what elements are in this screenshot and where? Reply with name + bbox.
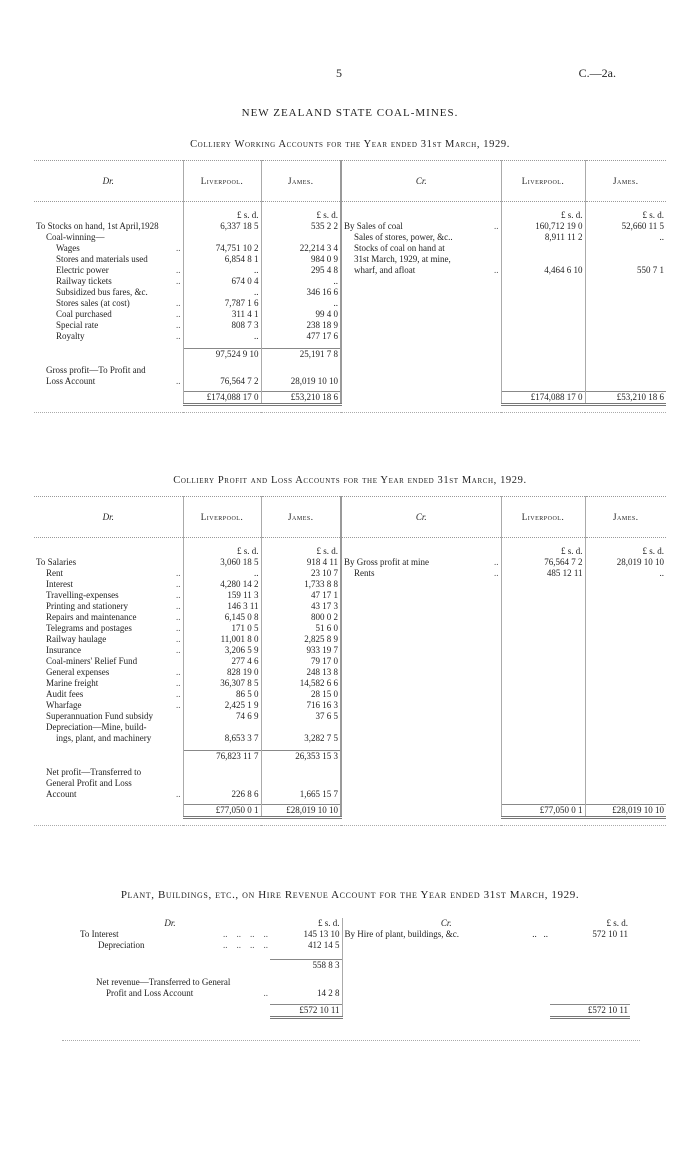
subtotal-amount: 25,191 7 8 xyxy=(261,348,341,360)
subtotal-amount: 97,524 9 10 xyxy=(183,348,261,360)
amount-cell: 6,145 0 8 xyxy=(183,612,261,623)
table-row xyxy=(34,700,666,711)
account-item-label: Coal-miners' Relief Fund xyxy=(46,656,138,666)
amount-cell: 2,825 8 9 xyxy=(261,634,341,645)
dr-heading: Dr. xyxy=(34,161,183,202)
dr-heading: Dr. xyxy=(164,918,176,928)
account-item-label: Marine freight .. xyxy=(46,678,181,688)
table-row xyxy=(34,309,666,320)
account-item-label: Rent .. xyxy=(46,568,181,578)
account-item-label: By Gross profit at mine .. xyxy=(341,557,501,568)
amount-cell: 4,464 6 10 xyxy=(501,265,585,276)
amount-cell: 47 17 1 xyxy=(261,590,341,601)
subtotal-row xyxy=(34,750,666,762)
amount-cell: 933 19 7 xyxy=(261,645,341,656)
amount-cell: 277 4 6 xyxy=(183,656,261,667)
table-row xyxy=(34,254,666,265)
total-row xyxy=(34,392,666,405)
table-row xyxy=(34,298,666,309)
amount-cell: 2,425 1 9 xyxy=(183,700,261,711)
amount-cell: 23 10 7 xyxy=(261,568,341,579)
table-row xyxy=(34,557,666,568)
amount-cell: 808 7 3 xyxy=(183,320,261,331)
profit-amount: 76,564 7 2 xyxy=(183,376,261,387)
main-title: NEW ZEALAND STATE COAL-MINES. xyxy=(241,107,459,119)
account-item-label: Loss Account .. xyxy=(46,375,181,386)
amount-cell: 4,280 14 2 xyxy=(183,579,261,590)
account-item-label: Telegrams and postages .. xyxy=(46,623,181,633)
total-amount: £53,210 18 6 xyxy=(261,392,341,405)
account-item-label: Repairs and maintenance .. xyxy=(46,612,181,622)
table-row xyxy=(34,623,666,634)
account-item-label: Royalty .. xyxy=(56,331,181,341)
total-amount: £174,088 17 0 xyxy=(183,392,261,405)
account-item-label: Gross profit—To Profit and xyxy=(46,364,146,375)
table-row xyxy=(34,320,666,331)
amount-cell: 3,060 18 5 xyxy=(183,557,261,568)
table-row xyxy=(34,265,666,276)
table-row xyxy=(34,579,666,590)
working-accounts-title: Colliery Working Accounts for the Year ended 31st March, 1929. xyxy=(190,139,510,150)
account-item-label: Subsidized bus fares, &c. xyxy=(56,287,148,297)
table-bottom-rule xyxy=(34,818,666,826)
account-item-label: Coal purchased .. xyxy=(56,309,181,319)
account-item-label: Stores sales (at cost) .. xyxy=(56,298,181,308)
pl-accounts-title: Colliery Profit and Loss Accounts for the Year ended 31st March, 1929. xyxy=(173,475,527,486)
amount-cell: .. xyxy=(183,568,261,579)
account-item-label: wharf, and afloat .. xyxy=(341,265,501,276)
hire-dr-total: £572 10 11 xyxy=(270,1005,342,1018)
table-row xyxy=(34,376,666,387)
hire-dr-sum: 558 8 3 xyxy=(270,959,342,971)
amount-cell: 171 0 5 xyxy=(183,623,261,634)
amount-cell: 6,854 8 1 xyxy=(183,254,261,265)
account-item-label: Railway haulage .. xyxy=(46,634,181,644)
amount-cell: 3,282 7 5 xyxy=(261,733,341,744)
table-row xyxy=(34,789,666,800)
account-item-label: General expenses .. xyxy=(46,667,181,677)
amount-cell: 3,206 5 9 xyxy=(183,645,261,656)
liverpool-heading: Liverpool. xyxy=(183,497,261,538)
units-label: £ s. d. xyxy=(585,546,666,557)
amount-cell xyxy=(585,254,666,265)
amount-cell: 828 19 0 xyxy=(183,667,261,678)
pl-accounts-table xyxy=(34,496,666,826)
hire-dr-label: To Interest .. .. .. .. xyxy=(80,929,268,939)
account-item-label: Railway tickets .. xyxy=(56,276,181,286)
profit-amount: 1,665 15 7 xyxy=(261,789,341,800)
account-item-label: Rents .. xyxy=(341,568,501,579)
amount-cell: .. xyxy=(261,276,341,287)
table-row xyxy=(34,645,666,656)
total-amount: £28,019 10 10 xyxy=(261,805,341,818)
hire-dr-amount: 145 13 10 xyxy=(303,929,340,939)
amount-cell: 86 5 0 xyxy=(183,689,261,700)
amount-cell: 716 16 3 xyxy=(261,700,341,711)
account-item-label: Depreciation—Mine, build- xyxy=(46,722,147,732)
amount-cell: 28 15 0 xyxy=(261,689,341,700)
units-label: £ s. d. xyxy=(317,918,340,928)
hire-net-label: Net revenue—Transferred to General xyxy=(96,976,231,987)
amount-cell: 550 7 1 xyxy=(585,265,666,276)
units-label: £ s. d. xyxy=(183,210,261,221)
amount-cell: 159 11 3 xyxy=(183,590,261,601)
amount-cell xyxy=(183,232,261,243)
amount-cell: .. xyxy=(183,287,261,298)
amount-cell: .. xyxy=(585,568,666,579)
total-amount: £53,210 18 6 xyxy=(585,392,666,405)
table-row xyxy=(34,590,666,601)
account-item-label: General Profit and Loss xyxy=(46,777,132,788)
amount-cell: 146 3 11 xyxy=(183,601,261,612)
total-amount: £174,088 17 0 xyxy=(501,392,585,405)
amount-cell xyxy=(585,243,666,254)
amount-cell: 311 4 1 xyxy=(183,309,261,320)
amount-cell: 674 0 4 xyxy=(183,276,261,287)
total-row xyxy=(34,805,666,818)
amount-cell xyxy=(501,243,585,254)
amount-cell: .. xyxy=(261,298,341,309)
amount-cell: 99 4 0 xyxy=(261,309,341,320)
account-item-label: To Salaries xyxy=(36,557,77,567)
units-label: £ s. d. xyxy=(501,210,585,221)
hire-dr-amount: 412 14 5 xyxy=(308,940,340,950)
amount-cell: 346 16 6 xyxy=(261,287,341,298)
amount-cell: .. xyxy=(183,265,261,276)
amount-cell: 535 2 2 xyxy=(261,221,341,232)
cr-heading: Cr. xyxy=(342,918,550,929)
amount-cell: 11,001 8 0 xyxy=(183,634,261,645)
account-item-label: 31st March, 1929, at mine, xyxy=(341,254,501,265)
account-item-label: Electric power .. xyxy=(56,265,181,275)
table-row xyxy=(34,568,666,579)
account-item-label: Travelling-expenses .. xyxy=(46,590,181,600)
table-row xyxy=(34,689,666,700)
document-reference: C.—2a. xyxy=(578,66,616,80)
james-heading: James. xyxy=(261,497,341,538)
account-item-label: Wages .. xyxy=(56,243,181,253)
total-amount: £77,050 0 1 xyxy=(501,805,585,818)
amount-cell: 74,751 10 2 xyxy=(183,243,261,254)
units-label: £ s. d. xyxy=(261,210,341,221)
dr-heading: Dr. xyxy=(34,497,183,538)
hire-cr-label: By Hire of plant, buildings, &c. .. .. xyxy=(342,929,550,940)
amount-cell xyxy=(501,254,585,265)
account-item-label: To Stocks on hand, 1st April,1928 xyxy=(36,221,159,231)
table-row xyxy=(34,767,666,778)
table-row xyxy=(34,656,666,667)
table-bottom-rule xyxy=(34,405,666,413)
units-label: £ s. d. xyxy=(501,546,585,557)
amount-cell: 477 17 6 xyxy=(261,331,341,342)
james-heading: James. xyxy=(585,497,666,538)
table-row xyxy=(34,331,666,342)
amount-cell: 51 6 0 xyxy=(261,623,341,634)
amount-cell: 160,712 19 0 xyxy=(501,221,585,232)
amount-cell: 14,582 6 6 xyxy=(261,678,341,689)
account-item-label: Interest .. xyxy=(46,579,181,589)
cr-heading: Cr. xyxy=(341,161,501,202)
amount-cell: 238 18 9 xyxy=(261,320,341,331)
table-row xyxy=(34,612,666,623)
total-amount: £28,019 10 10 xyxy=(585,805,666,818)
account-item-label: Stores and materials used xyxy=(56,254,148,264)
account-item-label: Printing and stationery .. xyxy=(46,601,181,611)
amount-cell: 28,019 10 10 xyxy=(585,557,666,568)
units-label: £ s. d. xyxy=(585,210,666,221)
table-row xyxy=(34,221,666,232)
section-divider xyxy=(62,1040,640,1041)
hire-cr-amount: 572 10 11 xyxy=(592,929,628,939)
hire-account-table xyxy=(70,918,630,1019)
amount-cell: 485 12 11 xyxy=(501,568,585,579)
amount-cell: 918 4 11 xyxy=(261,557,341,568)
amount-cell: 8,653 3 7 xyxy=(183,733,261,744)
amount-cell: 76,564 7 2 xyxy=(501,557,585,568)
table-row xyxy=(34,667,666,678)
working-accounts-table xyxy=(34,160,666,413)
account-item-label: Sales of stores, power, &c.. xyxy=(341,232,501,243)
amount-cell: .. xyxy=(585,232,666,243)
amount-cell: 79 17 0 xyxy=(261,656,341,667)
amount-cell: 37 6 5 xyxy=(261,711,341,722)
units-label: £ s. d. xyxy=(261,546,341,557)
table-row xyxy=(34,365,666,376)
account-item-label: Audit fees .. xyxy=(46,689,181,699)
subtotal-amount: 76,823 11 7 xyxy=(183,750,261,762)
total-amount: £77,050 0 1 xyxy=(183,805,261,818)
table-row xyxy=(34,601,666,612)
table-row xyxy=(34,287,666,298)
subtotal-row xyxy=(34,348,666,360)
table-row xyxy=(34,778,666,789)
table-row xyxy=(34,276,666,287)
amount-cell xyxy=(261,232,341,243)
james-heading: James. xyxy=(585,161,666,202)
account-item-label: Superannuation Fund subsidy xyxy=(46,711,153,721)
table-row xyxy=(34,722,666,733)
amount-cell: 8,911 11 2 xyxy=(501,232,585,243)
account-item-label: Account .. xyxy=(46,788,181,799)
account-item-label: Coal-winning— xyxy=(46,232,105,242)
amount-cell xyxy=(261,722,341,733)
account-item-label: Stocks of coal on hand at xyxy=(341,243,501,254)
cr-heading: Cr. xyxy=(341,497,501,538)
amount-cell: 984 0 9 xyxy=(261,254,341,265)
account-item-label: Net profit—Transferred to xyxy=(46,766,142,777)
james-heading: James. xyxy=(261,161,341,202)
account-item-label: Special rate .. xyxy=(56,320,181,330)
profit-amount: 28,019 10 10 xyxy=(261,376,341,387)
liverpool-heading: Liverpool. xyxy=(501,161,585,202)
amount-cell: .. xyxy=(183,331,261,342)
amount-cell: 74 6 9 xyxy=(183,711,261,722)
units-label: £ s. d. xyxy=(606,918,628,928)
hire-net-amount: 14 2 8 xyxy=(317,987,340,998)
amount-cell: 52,660 11 5 xyxy=(585,221,666,232)
table-row xyxy=(34,243,666,254)
subtotal-amount: 26,353 15 3 xyxy=(261,750,341,762)
amount-cell: 36,307 8 5 xyxy=(183,678,261,689)
liverpool-heading: Liverpool. xyxy=(501,497,585,538)
amount-cell: 248 13 8 xyxy=(261,667,341,678)
account-item-label: Insurance .. xyxy=(46,645,181,655)
table-row xyxy=(34,733,666,744)
table-row xyxy=(34,634,666,645)
table-row xyxy=(34,678,666,689)
units-label: £ s. d. xyxy=(183,546,261,557)
account-item-label: Wharfage .. xyxy=(46,700,181,710)
liverpool-heading: Liverpool. xyxy=(183,161,261,202)
amount-cell: 22,214 3 4 xyxy=(261,243,341,254)
table-row xyxy=(34,711,666,722)
hire-account-title: Plant, Buildings, etc., on Hire Revenue Account for the Year ended 31st March, 1929. xyxy=(120,889,580,901)
account-item-label: ings, plant, and machinery xyxy=(56,733,152,743)
amount-cell: 43 17 3 xyxy=(261,601,341,612)
hire-cr-total: £572 10 11 xyxy=(550,1005,630,1018)
table-row xyxy=(34,232,666,243)
amount-cell: 1,733 8 8 xyxy=(261,579,341,590)
amount-cell: 295 4 8 xyxy=(261,265,341,276)
hire-dr-label: Depreciation .. .. .. .. xyxy=(98,940,268,950)
page-number: 5 xyxy=(336,66,342,80)
amount-cell: 6,337 18 5 xyxy=(183,221,261,232)
amount-cell xyxy=(183,722,261,733)
hire-net-label: Profit and Loss Account .. xyxy=(106,987,268,998)
profit-amount: 226 8 6 xyxy=(183,789,261,800)
account-item-label: By Sales of coal .. xyxy=(341,221,501,232)
amount-cell: 7,787 1 6 xyxy=(183,298,261,309)
amount-cell: 800 0 2 xyxy=(261,612,341,623)
